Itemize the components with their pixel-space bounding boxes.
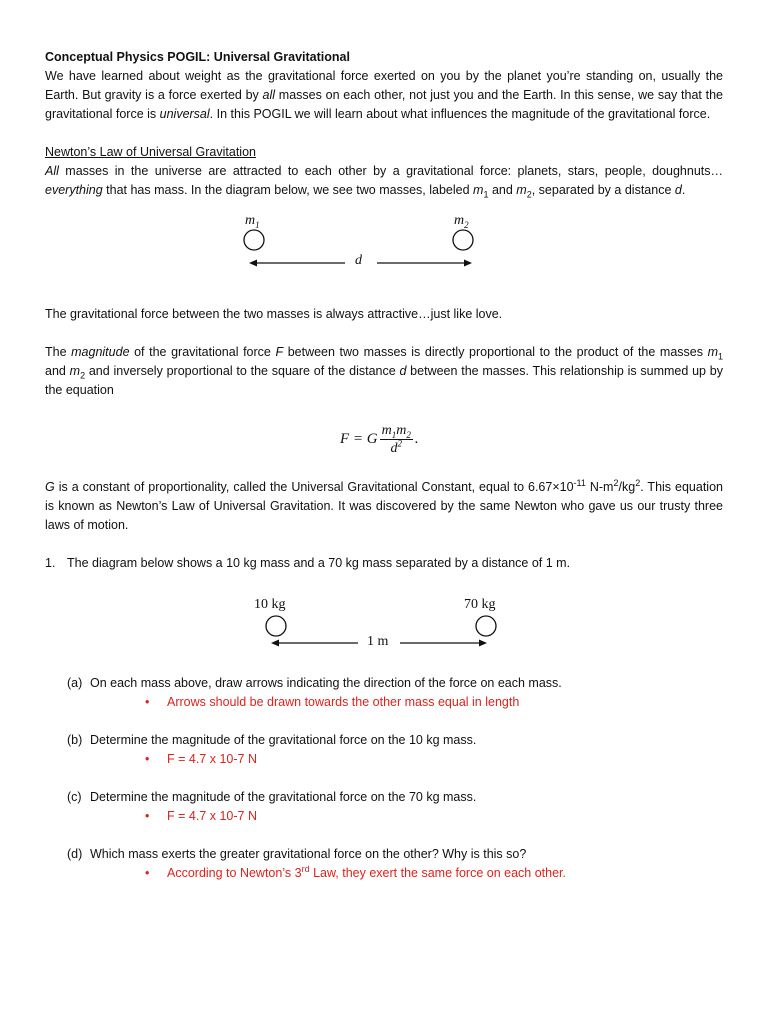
- mass-circle-m2: [453, 230, 473, 250]
- answer-a: • Arrows should be drawn towards the other mass equal in length: [145, 695, 520, 709]
- subquestion-b: (b) Determine the magnitude of the gravitational force on the 10 kg mass. • F = 4.7 x 10-7 N: [67, 731, 723, 769]
- constant-paragraph: G is a constant of proportionality, called the Universal Gravitational Constant, equal to $6.67\times 10^{-11}$ $N-m^2/kg^2$. This equation is known as Newton’s Law of Universal Gravitation. It was discovered by the same Newton who gave us our trusty three laws of motion.: [45, 477, 723, 532]
- subquestion-a: (a) On each mass above, draw arrows indicating the direction of the force on each mass. • Arrows should be drawn towards the other mass equal in length: [67, 674, 723, 712]
- subquestion-c: (c) Determine the magnitude of the gravitational force on the 70 kg mass. • F = 4.7 x 10-7 N: [67, 788, 723, 826]
- equation-lhs: F = G: [340, 430, 378, 447]
- distance-arrowhead-left: [249, 260, 257, 267]
- mass-label-m1: $m_1$: [245, 213, 260, 230]
- mass-circle-m1: [244, 230, 264, 250]
- distance-arrowhead-left-2: [271, 640, 279, 647]
- mass-label-70kg: 70 kg: [464, 597, 496, 612]
- worksheet-title: Conceptual Physics POGIL: Universal Gravitational: [45, 50, 350, 64]
- worksheet-page: [45, 48, 723, 883]
- answer-d: • According to Newton’s 3rd Law, they exert the same force on each other.: [145, 863, 566, 880]
- mass-label-10kg: 10 kg: [254, 597, 286, 612]
- ten-seventy-kg-diagram: [45, 598, 723, 660]
- mass-circle-10kg: [266, 616, 286, 636]
- gravitation-equation: F = G $\frac{m_1m_2}{d^2}$ .: [340, 423, 419, 456]
- intro-paragraph: We have learned about weight as the gravitational force exerted on you by the planet you’re standing on, usually the Earth. But gravity is a force exerted by all masses on each other, not just you and the Earth. In this sense, we say that the gravitational force is universal. In this POGIL we will learn about what influences the magnitude of the gravitational force.: [45, 69, 723, 121]
- mass-label-m2: $m_2$: [454, 213, 469, 230]
- magnitude-paragraph: The magnitude of the gravitational force F between two masses is directly proportional to the product of the masses $m_1$ and $m_2$ and inversely proportional to the square of the distance d between the masses. This relationship is summed up by the equation: [45, 345, 724, 397]
- two-masses-diagram: [45, 213, 723, 287]
- section-heading: Newton’s Law of Universal Gravitation: [45, 145, 256, 159]
- equation-fraction: $\frac{m_1m_2}{d^2}$: [381, 423, 411, 456]
- question-1: 1. The diagram below shows a 10 kg mass and a 70 kg mass separated by a distance of 1 m.: [45, 556, 571, 570]
- section-paragraph: All masses in the universe are attracted to each other by a gravitational force: planets, stars, people, doughnuts…everything that has mass. In the diagram below, we see two masses, labeled $m_1$ and $m_2$, separated by a distance d.: [45, 164, 723, 200]
- two-masses-drawing: [45, 213, 723, 287]
- attractive-sentence: The gravitational force between the two masses is always attractive…just like love.: [45, 307, 503, 321]
- subquestion-d: (d) Which mass exerts the greater gravitational force on the other? Why is this so? • According to Newton’s 3rd Law, they exert the same force on each other.: [67, 845, 723, 883]
- answer-b: • F = 4.7 x 10-7 N: [145, 752, 257, 766]
- distance-arrowhead-right: [464, 260, 472, 267]
- distance-arrowhead-right-2: [479, 640, 487, 647]
- answer-c: • F = 4.7 x 10-7 N: [145, 809, 257, 823]
- distance-label-d: d: [355, 253, 362, 268]
- mass-circle-70kg: [476, 616, 496, 636]
- distance-label-1m: 1 m: [367, 634, 389, 649]
